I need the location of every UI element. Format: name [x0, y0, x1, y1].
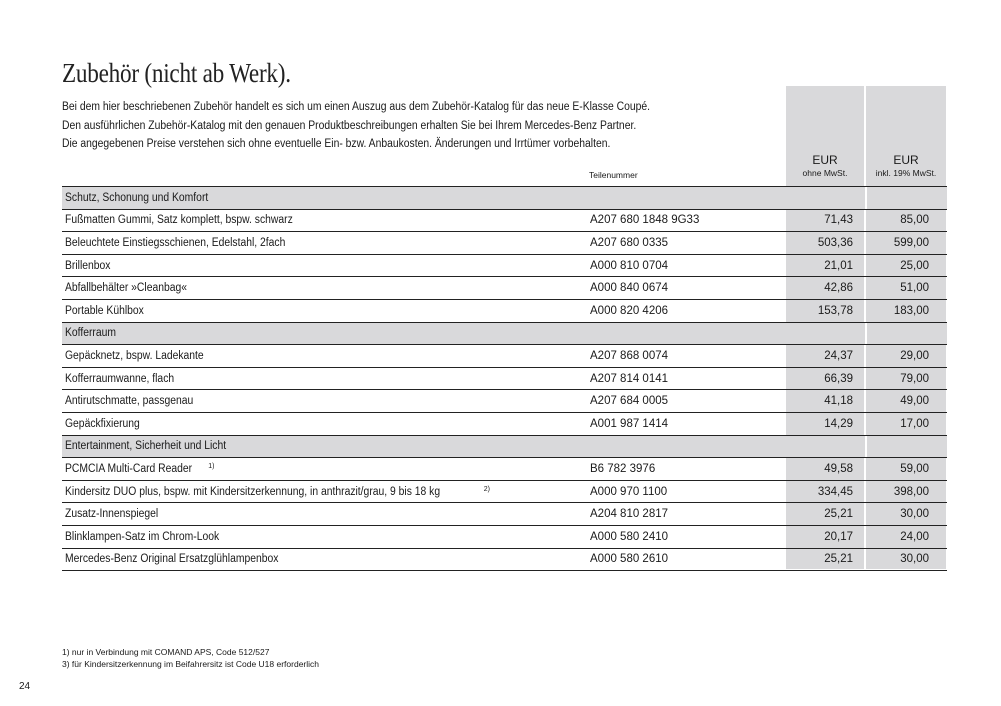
item-name [62, 458, 590, 481]
gross-price: 30,00 [867, 503, 947, 526]
net-price: 25,21 [787, 503, 865, 526]
table-row [62, 503, 947, 526]
part-number: B6 782 3976 [590, 458, 787, 481]
table-row [62, 345, 947, 368]
table-row [62, 412, 947, 435]
page-number: 24 [19, 681, 31, 692]
net-note: ohne MwSt. [802, 168, 848, 178]
gross-price: 49,00 [867, 390, 947, 413]
footnote: 3) für Kindersitzerkennung im Beifahrersitz ist Code U18 erforderlich [62, 659, 320, 669]
item-name-text: Zusatz-Innenspiegel [65, 508, 159, 521]
item-name [62, 503, 590, 526]
gross-price: 398,00 [867, 480, 947, 503]
part-number: A207 680 0335 [590, 232, 787, 255]
category-text: Entertainment, Sicherheit und Licht [65, 440, 227, 453]
net-price: 41,18 [787, 390, 865, 413]
net-price: 21,01 [787, 254, 865, 277]
gross-price: 51,00 [867, 277, 947, 300]
empty-cell [867, 187, 947, 210]
item-name-text: Brillenbox [65, 259, 111, 272]
category-row [62, 322, 947, 345]
item-name [62, 345, 590, 368]
intro-text [62, 98, 650, 154]
net-price: 503,36 [787, 232, 865, 255]
intro-line: Den ausführlichen Zubehör-Katalog mit den genauen Produktbeschreibungen erhalten Sie bei Ihrem Mercedes-Benz Partner. [62, 119, 637, 132]
item-name-text: Kofferraumwanne, flach [65, 372, 175, 385]
category-label [62, 322, 590, 345]
empty-cell [867, 322, 947, 345]
page-title: Zubehör (nicht ab Werk). [62, 58, 291, 88]
gross-price: 25,00 [867, 254, 947, 277]
item-name-text: Abfallbehälter »Cleanbag« [65, 282, 187, 295]
item-name [62, 232, 590, 255]
gross-price: 24,00 [867, 525, 947, 548]
empty-cell [590, 435, 787, 458]
table-row [62, 458, 947, 481]
item-name-text: PCMCIA Multi-Card Reader [65, 462, 193, 475]
part-number: A207 684 0005 [590, 390, 787, 413]
table-row [62, 548, 947, 571]
net-price: 42,86 [787, 277, 865, 300]
gross-price: 85,00 [867, 209, 947, 232]
item-name-text: Beleuchtete Einstiegsschienen, Edelstahl, 2fach [65, 236, 286, 249]
category-label [62, 187, 590, 210]
net-price: 153,78 [787, 299, 865, 322]
net-currency: EUR [812, 153, 838, 167]
gross-currency: EUR [893, 153, 919, 167]
table-row [62, 299, 947, 322]
gross-price: 183,00 [867, 299, 947, 322]
part-number: A207 814 0141 [590, 367, 787, 390]
net-price: 334,45 [787, 480, 865, 503]
gross-price: 30,00 [867, 548, 947, 571]
item-name-text: Kindersitz DUO plus, bspw. mit Kindersitzerkennung, in anthrazit/grau, 9 bis 18 kg [65, 485, 441, 498]
part-number: A207 868 0074 [590, 345, 787, 368]
net-price: 71,43 [787, 209, 865, 232]
net-price: 25,21 [787, 548, 865, 571]
category-row [62, 187, 947, 210]
table-row [62, 209, 947, 232]
net-price: 14,29 [787, 412, 865, 435]
gross-price: 79,00 [867, 367, 947, 390]
item-name [62, 299, 590, 322]
item-name-text: Gepäcknetz, bspw. Ladekante [65, 349, 204, 362]
gross-price-header [866, 153, 946, 179]
gross-price: 599,00 [867, 232, 947, 255]
part-number: A204 810 2817 [590, 503, 787, 526]
item-name [62, 480, 590, 503]
empty-cell [590, 187, 787, 210]
intro-line: Bei dem hier beschriebenen Zubehör handelt es sich um einen Auszug aus dem Zubehör-Katalog für das neue E-Klasse Coupé. [62, 101, 651, 113]
footnote-marker: 1) [208, 462, 215, 470]
item-name [62, 367, 590, 390]
part-number: A000 580 2410 [590, 525, 787, 548]
table-row [62, 232, 947, 255]
part-number: A000 810 0704 [590, 254, 787, 277]
net-price-header [786, 153, 864, 179]
part-number: A001 987 1414 [590, 412, 787, 435]
empty-cell [787, 435, 865, 458]
item-name [62, 548, 590, 571]
part-number: A000 820 4206 [590, 299, 787, 322]
part-number-header: Teilenummer [589, 170, 638, 180]
item-name [62, 412, 590, 435]
item-name [62, 209, 590, 232]
item-name [62, 525, 590, 548]
empty-cell [867, 435, 947, 458]
category-text: Schutz, Schonung und Komfort [65, 191, 209, 204]
net-price: 24,37 [787, 345, 865, 368]
empty-cell [787, 322, 865, 345]
intro-line: Die angegebenen Preise verstehen sich ohne eventuelle Ein- bzw. Anbaukosten. Änderungen und Irrtümer vorbehalten. [62, 138, 611, 150]
item-name [62, 254, 590, 277]
category-text: Kofferraum [65, 327, 117, 340]
net-price: 49,58 [787, 458, 865, 481]
gross-note: inkl. 19% MwSt. [875, 168, 937, 178]
accessories-table [62, 186, 947, 571]
part-number: A000 970 1100 [590, 480, 787, 503]
empty-cell [590, 322, 787, 345]
item-name-text: Portable Kühlbox [65, 304, 144, 317]
footnote: 1) nur in Verbindung mit COMAND APS, Code 512/527 [62, 647, 270, 657]
empty-cell [787, 187, 865, 210]
item-name-text: Antirutschmatte, passgenau [65, 395, 194, 408]
part-number: A000 580 2610 [590, 548, 787, 571]
item-name [62, 390, 590, 413]
net-price: 66,39 [787, 367, 865, 390]
part-number: A207 680 1848 9G33 [590, 209, 787, 232]
gross-price: 59,00 [867, 458, 947, 481]
footnote-marker: 2) [483, 485, 490, 493]
gross-price: 17,00 [867, 412, 947, 435]
table-row [62, 277, 947, 300]
item-name-text: Mercedes-Benz Original Ersatzglühlampenbox [65, 553, 279, 566]
table-row [62, 254, 947, 277]
category-label [62, 435, 590, 458]
table-row [62, 390, 947, 413]
part-number: A000 840 0674 [590, 277, 787, 300]
item-name-text: Blinklampen-Satz im Chrom-Look [65, 530, 220, 543]
table-row [62, 480, 947, 503]
item-name [62, 277, 590, 300]
net-price: 20,17 [787, 525, 865, 548]
item-name-text: Fußmatten Gummi, Satz komplett, bspw. schwarz [65, 214, 293, 227]
footnotes [62, 646, 319, 670]
gross-price: 29,00 [867, 345, 947, 368]
item-name-text: Gepäckfixierung [65, 417, 140, 430]
category-row [62, 435, 947, 458]
table-row [62, 525, 947, 548]
table-row [62, 367, 947, 390]
